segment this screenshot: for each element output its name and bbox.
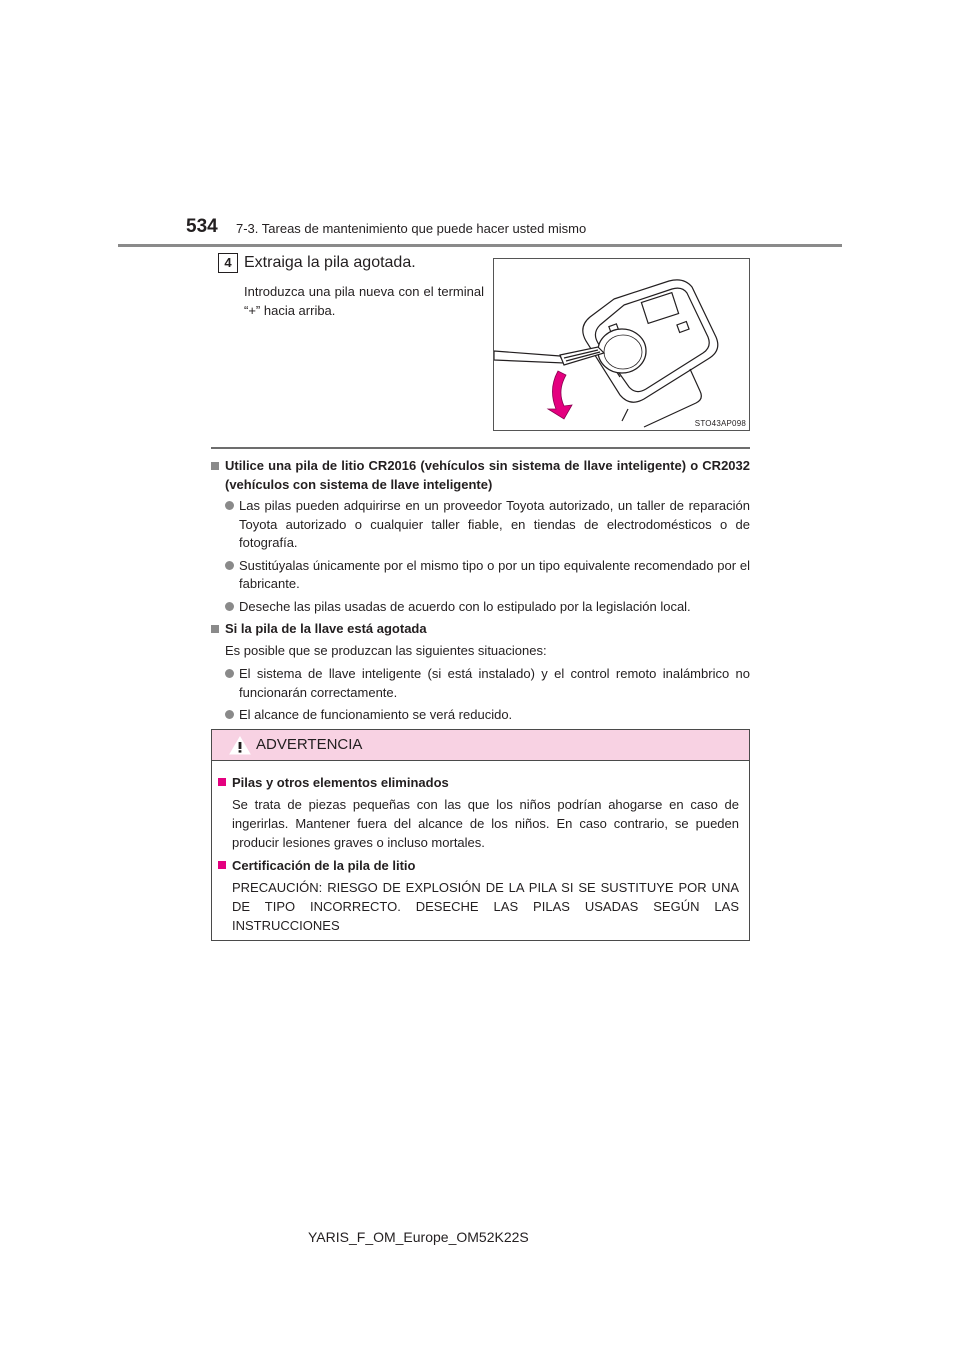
- warning-title: ADVERTENCIA: [256, 736, 363, 753]
- note-intro: Es posible que se produzcan las siguientes situaciones:: [225, 642, 547, 658]
- square-bullet-icon: [211, 462, 219, 470]
- header-rule: [118, 244, 842, 247]
- footer-doc-id: YARIS_F_OM_Europe_OM52K22S: [308, 1229, 529, 1245]
- list-item: El alcance de funcionamiento se verá reducido.: [211, 706, 750, 725]
- square-bullet-icon: [218, 861, 226, 869]
- square-bullet-icon: [211, 625, 219, 633]
- round-bullet-icon: [225, 501, 234, 510]
- warning-item-text: Se trata de piezas pequeñas con las que los niños podrían ahogarse en caso de ingerirlas. Mantener fuera del alcance de los niños. En caso contrario, se pueden producir lesiones graves o incluso mortales.: [232, 797, 739, 850]
- warning-body: [212, 761, 749, 935]
- list-item: Las pilas pueden adquirirse en un proveedor Toyota autorizado, un taller de reparación Toyota autorizado o cualquier taller fiable, en tiendas de electrodomésticos o de fotografía.: [211, 497, 750, 553]
- warning-item-text: PRECAUCIÓN: RIESGO DE EXPLOSIÓN DE LA PILA SI SE SUSTITUYE POR UNA DE TIPO INCORRECTO. DESECHE LAS PILAS USADAS SEGÚN LAS INSTRUCCIONES: [232, 880, 739, 933]
- list-item: Sustitúyalas únicamente por el mismo tipo o por un tipo equivalente recomendado por el fabricante.: [211, 557, 750, 594]
- round-bullet-icon: [225, 669, 234, 678]
- round-bullet-icon: [225, 561, 234, 570]
- warning-header: [212, 730, 749, 761]
- warning-box: [211, 729, 750, 941]
- page-number: 534: [186, 216, 218, 237]
- direction-arrow: [548, 371, 572, 419]
- list-item: El sistema de llave inteligente (si está instalado) y el control remoto inalámbrico no funcionarán correctamente.: [211, 665, 750, 702]
- list-item: Deseche las pilas usadas de acuerdo con lo estipulado por la legislación local.: [211, 598, 750, 617]
- square-bullet-icon: [218, 778, 226, 786]
- step-title: Extraiga la pila agotada.: [244, 254, 416, 271]
- note-heading-battery-depleted: Si la pila de la llave está agotada: [211, 620, 750, 639]
- warning-item-heading: Certificación de la pila de litio: [218, 856, 739, 875]
- key-battery-illustration: [493, 258, 750, 431]
- section-divider: [211, 447, 750, 449]
- round-bullet-icon: [225, 602, 234, 611]
- step-note: Introduzca una pila nueva con el terminal “+” hacia arriba.: [244, 284, 484, 318]
- section-title: 7-3. Tareas de mantenimiento que puede hacer usted mismo: [236, 221, 587, 236]
- step-number-box: 4: [218, 253, 238, 273]
- warning-triangle-icon: [229, 736, 251, 755]
- figure-code: STO43AP098: [694, 419, 746, 428]
- key-fob-drawing: [494, 259, 749, 430]
- note-heading-battery-type: Utilice una pila de litio CR2016 (vehículos sin sistema de llave inteligente) o CR2032 (vehículos con sistema de llave inteligente): [211, 457, 750, 494]
- round-bullet-icon: [225, 710, 234, 719]
- warning-item-heading: Pilas y otros elementos eliminados: [218, 773, 739, 792]
- notes-section: [211, 457, 750, 729]
